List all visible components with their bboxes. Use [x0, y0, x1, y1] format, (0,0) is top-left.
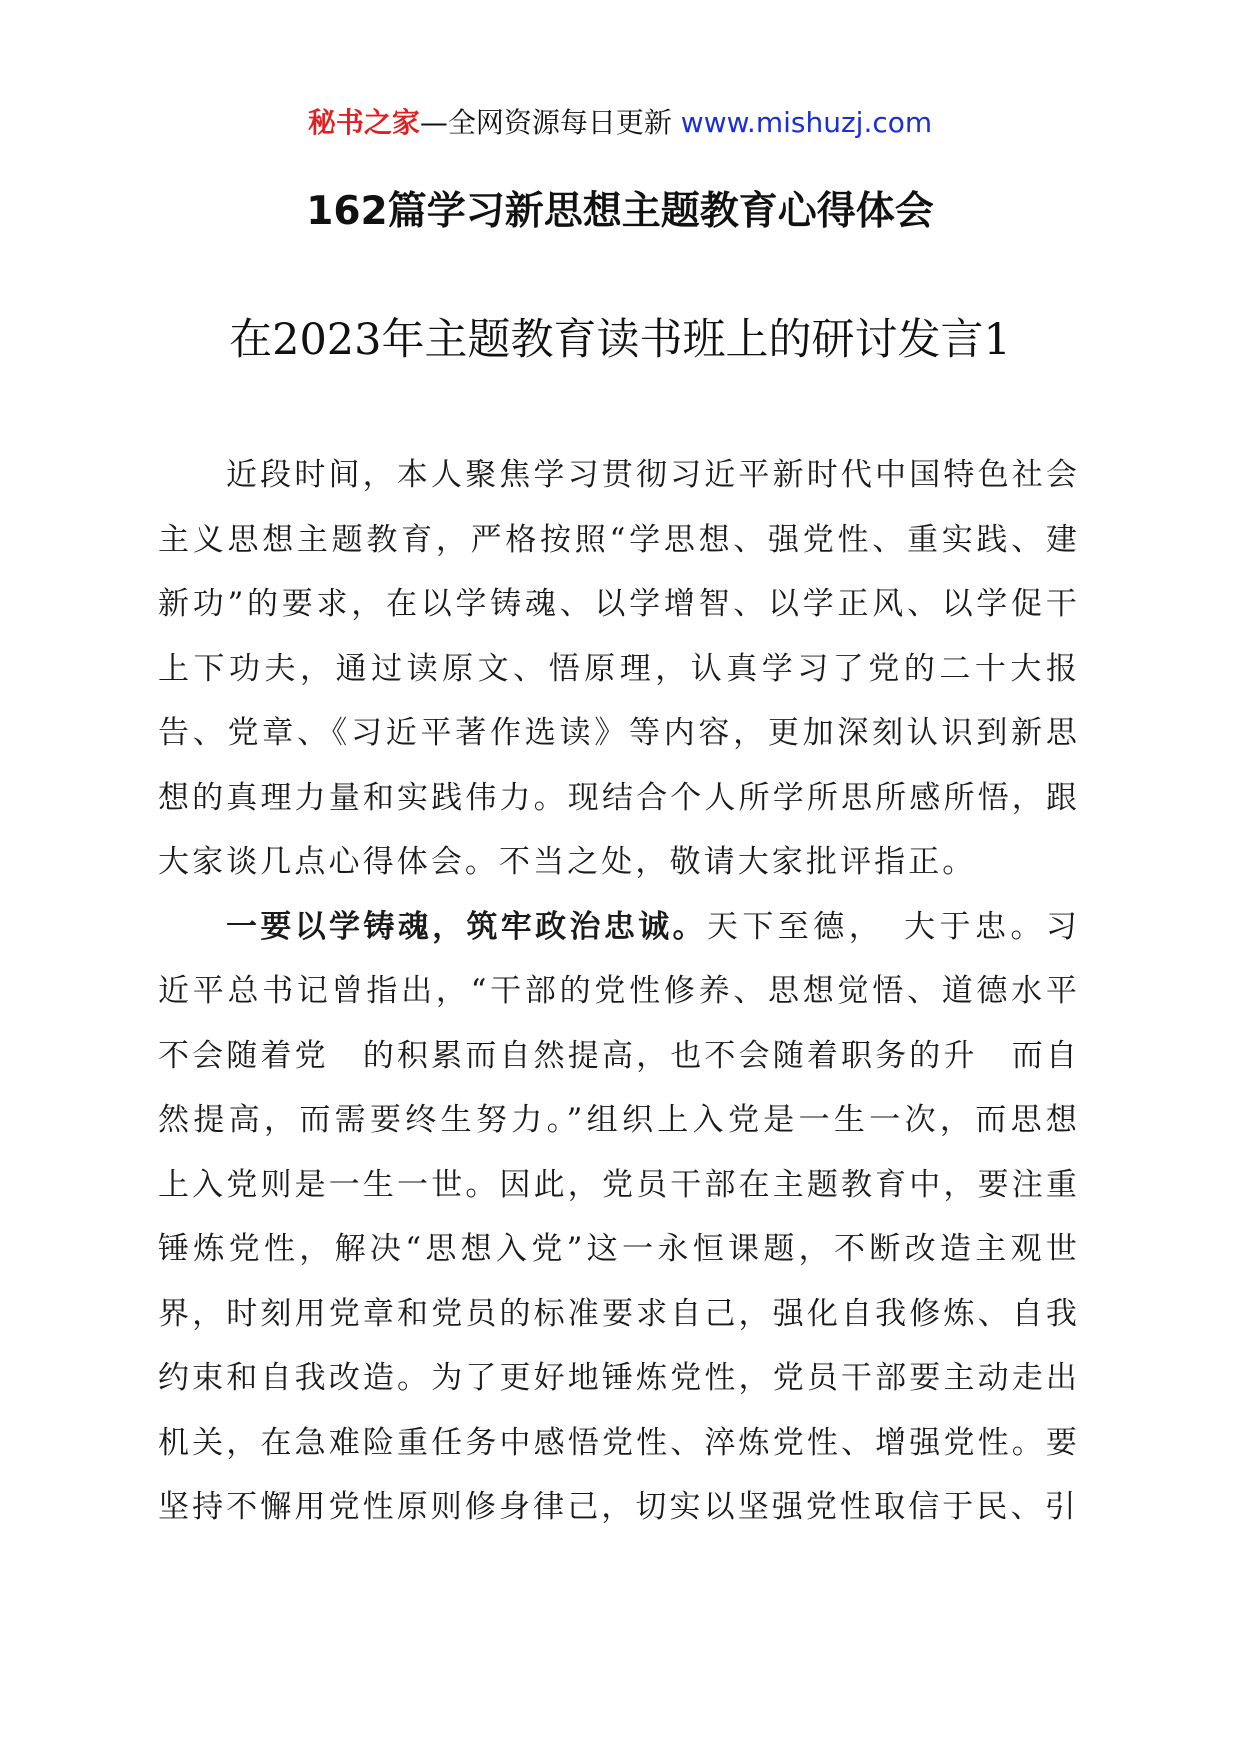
- speech-title: 在2023年主题教育读书班上的研讨发言1: [229, 315, 1011, 365]
- document-body: [158, 443, 1080, 1540]
- site-brand: 秘书之家: [307, 106, 420, 139]
- paragraph-text: 近段时间，本人聚焦学习贯彻习近平新时代中国特色社会主义思想主题教育，严格按照“学思想、强党性、重实践、建新功”的要求，在以学铸魂、以学增智、以学正风、以学促干上下功夫，通过读原文、悟原理，认真学习了党的二十大报告、党章、《习近平著作选读》等内容，更加深刻认识到新思想的真理力量和实践伟力。现结合个人所学所思所感所悟，跟大家谈几点心得体会。不当之处，敬请大家批评指正。: [158, 457, 1080, 880]
- site-tagline: —全网资源每日更新: [419, 106, 672, 139]
- document-title: 162篇学习新思想主题教育心得体会: [306, 189, 934, 234]
- paragraph-point-one: [158, 895, 1080, 1540]
- paragraph-intro: [158, 443, 1080, 895]
- paragraph-lead: 一要以学铸魂，筑牢政治忠诚。: [226, 908, 707, 945]
- site-url-link[interactable]: www.mishuzj.com: [680, 106, 933, 139]
- site-header: [0, 103, 1240, 143]
- paragraph-text: 天下至德， 大于忠。习近平总书记曾指出，“干部的党性修养、思想觉悟、道德水平不会随着党 的积累而自然提高，也不会随着职务的升 而自然提高，而需要终生努力。”组织上入党是一生一次，而思想上入党则是一生一世。因此，党员干部在主题教育中，要注重锤炼党性，解决“思想入党”这一永恒课题，不断改造主观世界，时刻用党章和党员的标准要求自己，强化自我修炼、自我约束和自我改造。为了更好地锤炼党性，党员干部要主动走出机关，在急难险重任务中感悟党性、淬炼党性、增强党性。要坚持不懈用党性原则修身律己，切实以坚强党性取信于民、引: [158, 908, 1081, 1525]
